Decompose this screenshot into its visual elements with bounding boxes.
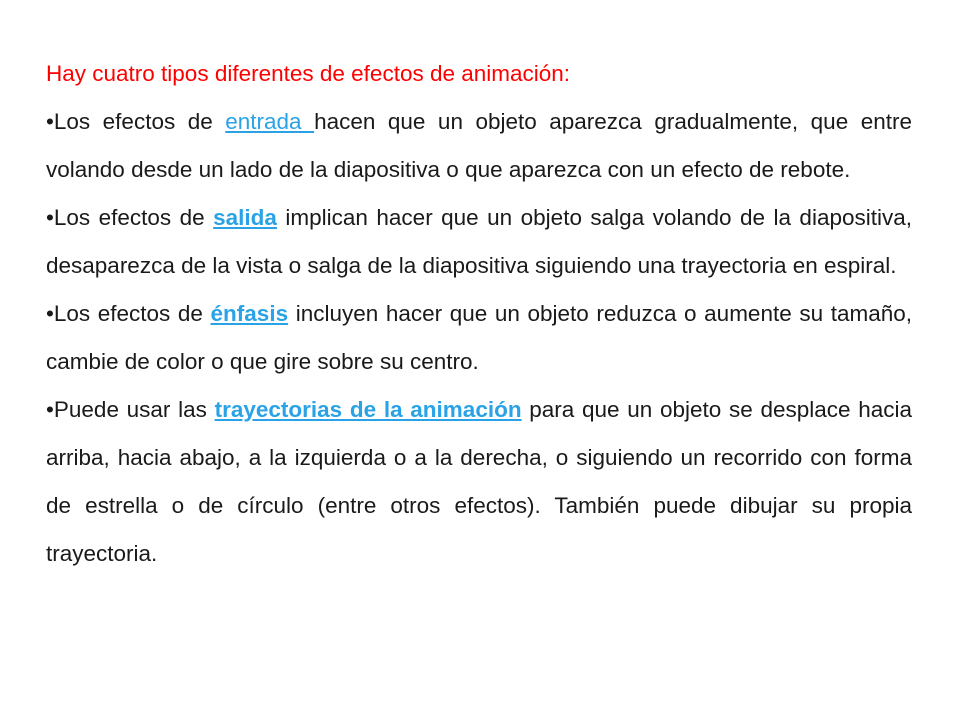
bullet-marker: • bbox=[46, 205, 54, 230]
link-enfasis[interactable]: énfasis bbox=[210, 301, 289, 326]
bullet-text-before: Puede usar las bbox=[53, 397, 215, 422]
slide-heading: Hay cuatro tipos diferentes de efectos de animación: bbox=[46, 61, 571, 86]
link-salida[interactable]: salida bbox=[213, 205, 277, 230]
bullet-salida bbox=[46, 194, 912, 290]
bullet-marker: • bbox=[46, 109, 54, 134]
bullet-marker: • bbox=[46, 301, 54, 326]
bullet-enfasis bbox=[46, 290, 912, 386]
bullet-marker: • bbox=[46, 397, 54, 422]
bullet-trayectorias bbox=[46, 386, 912, 578]
bullet-text-after: implican hacer que un objeto salga volando de la diapositiva, desaparezca de la vista o salga de la diapositiva siguiendo una trayectoria en espiral. bbox=[46, 205, 912, 278]
bullet-entrada bbox=[46, 98, 912, 194]
bullet-text-before: Los efectos de bbox=[53, 205, 214, 230]
bullet-text-before: Los efectos de bbox=[53, 109, 226, 134]
link-entrada[interactable]: entrada bbox=[225, 109, 315, 134]
bullet-text-after: incluyen hacer que un objeto reduzca o aumente su tamaño, cambie de color o que gire sobre su centro. bbox=[46, 301, 912, 374]
link-trayectorias[interactable]: trayectorias de la animación bbox=[214, 397, 522, 422]
bullet-text-after: hacen que un objeto aparezca gradualmente, que entre volando desde un lado de la diapositiva o que aparezca con un efecto de rebote. bbox=[46, 109, 912, 182]
bullet-text-before: Los efectos de bbox=[53, 301, 211, 326]
slide-body bbox=[46, 50, 912, 578]
bullet-text-after: para que un objeto se desplace hacia arriba, hacia abajo, a la izquierda o a la derecha, o siguiendo un recorrido con forma de estrella o de círculo (entre otros efectos). También puede dibujar su propia trayectoria. bbox=[46, 397, 912, 566]
